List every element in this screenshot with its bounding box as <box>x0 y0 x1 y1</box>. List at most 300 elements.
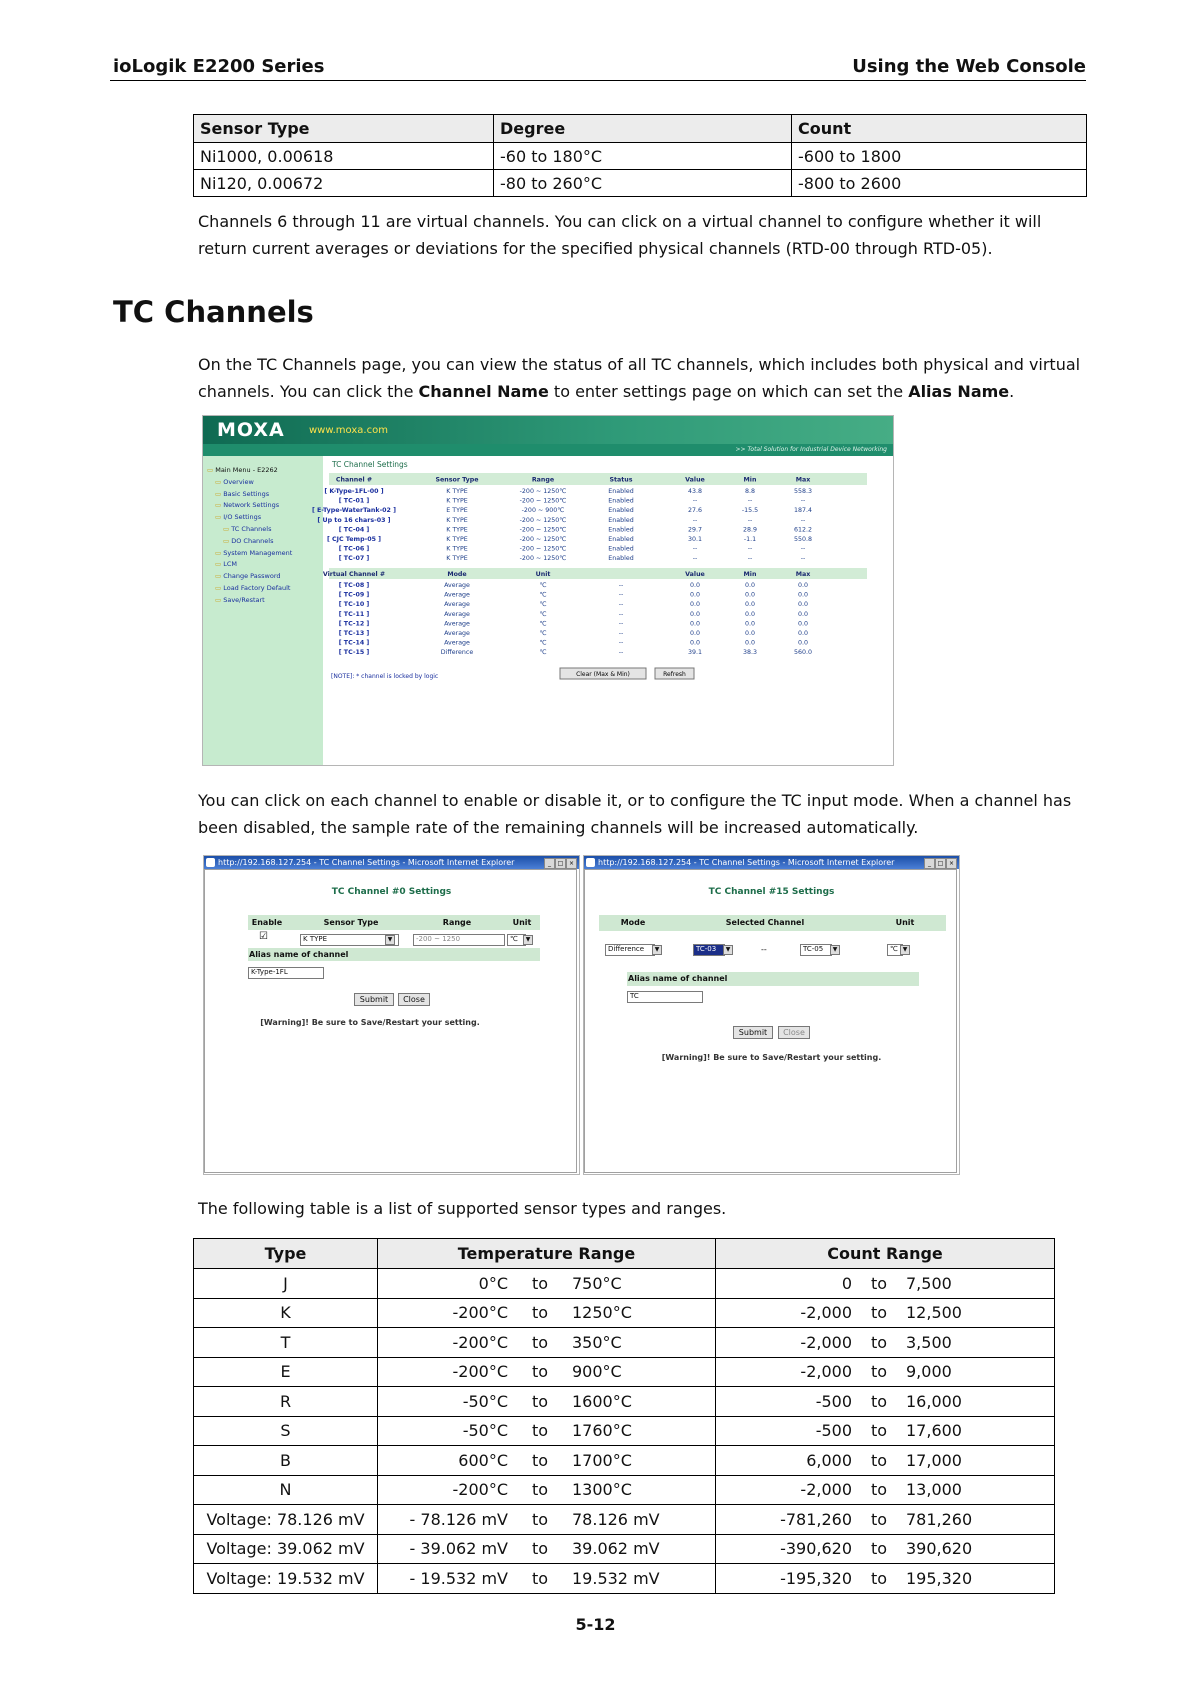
folder-icon: ▭ <box>215 489 224 498</box>
grid-cell: 30.1 <box>687 536 703 543</box>
range-to: 781,260 <box>906 1509 973 1529</box>
channel-link[interactable]: [ TC-09 ] <box>338 591 370 599</box>
grid-cell: ℃ <box>539 582 547 589</box>
grid-cell: 29.7 <box>687 526 703 534</box>
grid-cell: Average <box>444 601 470 609</box>
grid-cell: Average <box>444 620 470 628</box>
sensor-type-cell: T <box>194 1328 378 1358</box>
table-row <box>194 1416 1055 1446</box>
column-header: Count <box>792 115 1087 143</box>
close-icon[interactable]: × <box>946 858 957 869</box>
folder-icon: ▭ <box>223 524 232 533</box>
virtual-channels-paragraph: Channels 6 through 11 are virtual channels. You can click on a virtual channel to configure whether it will return current averages or deviations for the specified physical channels (RTD-00 through RTD-05). <box>198 212 1042 258</box>
ie-icon <box>206 858 215 867</box>
column-header: Temperature Range <box>378 1239 716 1269</box>
range-to-word: to <box>531 1362 549 1382</box>
range-from: -50°C <box>462 1391 508 1411</box>
alias-name-input[interactable]: TC <box>627 991 703 1003</box>
minimize-icon[interactable]: _ <box>924 858 935 869</box>
count-range-cell <box>716 1564 1055 1594</box>
moxa-url-link[interactable]: www.moxa.com <box>309 425 388 436</box>
table-cell: -800 to 2600 <box>792 170 1087 197</box>
grid-cell: Average <box>444 591 470 599</box>
count-range-cell <box>716 1328 1055 1358</box>
grid-cell: -- <box>747 497 753 505</box>
maximize-icon[interactable]: □ <box>935 858 946 869</box>
grid-cell: 0.0 <box>744 610 756 618</box>
sensor-type-cell: B <box>194 1446 378 1476</box>
range-from: -2,000 <box>800 1480 852 1500</box>
grid-column-header: Mode <box>447 571 467 578</box>
grid-cell: K TYPE <box>446 526 468 534</box>
dropdown-arrow-icon[interactable]: ▼ <box>723 945 733 955</box>
range-from: -200°C <box>452 1362 508 1382</box>
range-from: - 19.532 mV <box>409 1568 508 1588</box>
channel-name-term: Channel Name <box>418 382 549 401</box>
close-button[interactable]: Close <box>398 993 430 1006</box>
grid-cell: -200 ~ 1250℃ <box>519 516 567 524</box>
channel-link[interactable]: [ TC-06 ] <box>338 545 370 553</box>
table-row <box>194 1564 1055 1594</box>
grid-column-header: Value <box>685 476 705 484</box>
clear-min-max-button-label: Clear (Max & Min) <box>576 671 630 678</box>
count-range-cell <box>716 1387 1055 1417</box>
table-cell: -60 to 180°C <box>494 143 792 170</box>
column-header: Type <box>194 1239 378 1269</box>
grid-cell: 550.8 <box>793 536 813 543</box>
grid-cell: 0.0 <box>797 639 809 647</box>
channel-15-settings-window <box>583 855 960 1175</box>
menu-item-label: DO Channels <box>231 536 274 545</box>
dialog-heading: TC Channel #0 Settings <box>331 887 452 897</box>
grid-column-header: Channel # <box>335 476 373 484</box>
range-to: 16,000 <box>906 1391 962 1411</box>
header-section-title: Using the Web Console <box>852 56 1086 77</box>
range-from: 0°C <box>478 1273 508 1293</box>
grid-cell: 187.4 <box>793 507 813 515</box>
grid-cell: Enabled <box>608 526 634 534</box>
channel-0-settings-window <box>203 855 580 1175</box>
grid-column-header: Value <box>685 571 705 578</box>
temperature-range-cell <box>378 1534 716 1564</box>
header-series-title: ioLogik E2200 Series <box>113 56 325 77</box>
grid-cell: ℃ <box>539 639 547 647</box>
grid-cell: 0.0 <box>797 610 809 618</box>
grid-column-header: Status <box>609 476 633 484</box>
range-to-word: to <box>531 1421 549 1441</box>
phys-header-row <box>329 473 867 485</box>
range-to-word: to <box>870 1273 888 1293</box>
table-row <box>194 1475 1055 1505</box>
range-to: 1250°C <box>572 1303 632 1323</box>
count-range-cell <box>716 1505 1055 1535</box>
enable-checkbox[interactable]: ☑ <box>259 931 268 942</box>
temperature-range-cell <box>378 1505 716 1535</box>
alias-name-term: Alias Name <box>908 382 1010 401</box>
grid-cell: -- <box>692 497 698 505</box>
range-to: 3,500 <box>906 1332 952 1352</box>
virt-header-row <box>329 568 867 579</box>
alias-name-input[interactable]: K-Type-1FL <box>248 967 324 979</box>
count-range-cell <box>716 1446 1055 1476</box>
grid-cell: ℃ <box>539 649 547 657</box>
range-column-header: Range <box>442 918 472 927</box>
temperature-range-cell <box>378 1328 716 1358</box>
menu-item-label: System Management <box>223 548 293 557</box>
grid-cell: -- <box>692 516 698 524</box>
grid-cell: -- <box>692 545 698 553</box>
grid-cell: -- <box>618 610 624 618</box>
range-from: -200°C <box>452 1303 508 1323</box>
section-title: TC Channels <box>113 295 314 329</box>
mode-select[interactable]: Difference <box>605 944 655 956</box>
close-icon[interactable]: × <box>566 858 577 869</box>
range-from: -200°C <box>452 1480 508 1500</box>
unit-select[interactable]: ℃ <box>887 944 903 956</box>
range-to-word: to <box>531 1568 549 1588</box>
window-body <box>204 869 577 1173</box>
alias-header-row <box>248 948 540 961</box>
grid-cell: -- <box>800 545 806 553</box>
grid-cell: E TYPE <box>446 507 468 515</box>
range-to-word: to <box>870 1509 888 1529</box>
grid-cell: Enabled <box>608 555 634 563</box>
range-to: 350°C <box>572 1332 622 1352</box>
range-to: 750°C <box>572 1273 622 1293</box>
table-cell: -80 to 260°C <box>494 170 792 197</box>
range-from: - 78.126 mV <box>409 1509 508 1529</box>
range-to-word: to <box>870 1539 888 1559</box>
menu-item-label: TC Channels <box>231 524 272 533</box>
warning-text: [Warning]! Be sure to Save/Restart your setting. <box>260 1018 480 1027</box>
range-to: 1600°C <box>572 1391 632 1411</box>
table-row <box>194 1446 1055 1476</box>
grid-cell: -- <box>800 497 806 505</box>
grid-cell: K TYPE <box>446 497 468 505</box>
refresh-button-label: Refresh <box>663 671 686 678</box>
selected-channel-column-header: Selected Channel <box>725 918 805 927</box>
range-to: 1700°C <box>572 1450 632 1470</box>
moxa-slogan: >> Total Solution for Industrial Device Networking <box>735 446 887 453</box>
table-row <box>194 1298 1055 1328</box>
grid-cell: 0.0 <box>797 591 809 599</box>
range-from: 6,000 <box>806 1450 852 1470</box>
submit-button[interactable]: Submit <box>354 993 394 1006</box>
temperature-range-cell <box>378 1416 716 1446</box>
grid-cell: 0.0 <box>689 601 701 609</box>
minimize-icon[interactable]: _ <box>544 858 555 869</box>
grid-cell: -- <box>747 555 753 563</box>
range-from: -195,320 <box>780 1568 852 1588</box>
channel-link[interactable]: [ TC-01 ] <box>338 497 370 505</box>
range-to-word: to <box>531 1303 549 1323</box>
grid-column-header: Min <box>743 571 757 578</box>
sensor-type-select[interactable]: K TYPE <box>300 934 399 946</box>
range-from: -500 <box>815 1421 852 1441</box>
moxa-logo: MOXA <box>217 419 285 441</box>
range-to: 195,320 <box>906 1568 973 1588</box>
sensor-type-cell: E <box>194 1357 378 1387</box>
grid-column-header: Range <box>531 476 555 484</box>
menu-item-label: Basic Settings <box>223 489 270 498</box>
table-row <box>194 143 1087 170</box>
grid-cell: -- <box>618 601 624 609</box>
count-range-cell <box>716 1298 1055 1328</box>
temperature-range-cell <box>378 1387 716 1417</box>
temperature-range-cell <box>378 1269 716 1299</box>
sensor-type-cell: Voltage: 19.532 mV <box>194 1564 378 1594</box>
grid-cell: 0.0 <box>797 582 809 589</box>
grid-cell: 0.0 <box>744 620 756 628</box>
folder-icon: ▭ <box>215 572 224 581</box>
folder-icon: ▭ <box>215 595 224 604</box>
grid-cell: -200 ~ 1250℃ <box>519 555 567 563</box>
folder-icon: ▭ <box>207 466 216 474</box>
table-header-row <box>194 1239 1055 1269</box>
grid-cell: 0.0 <box>744 639 756 647</box>
range-to: 17,000 <box>906 1450 962 1470</box>
grid-cell: 0.0 <box>797 620 809 628</box>
grid-cell: Average <box>444 639 470 647</box>
temperature-range-cell <box>378 1357 716 1387</box>
first-channel-select[interactable]: TC-03 <box>693 944 725 956</box>
channel-link[interactable]: [ Up to 16 chars-03 ] <box>317 516 391 524</box>
table-row <box>194 1387 1055 1417</box>
channel-link[interactable]: [ TC-13 ] <box>338 630 370 637</box>
grid-cell: -- <box>618 649 624 657</box>
grid-cell: K TYPE <box>446 555 468 563</box>
sensor-type-cell: R <box>194 1387 378 1417</box>
range-to: 78.126 mV <box>572 1509 660 1529</box>
folder-icon: ▭ <box>215 560 224 569</box>
grid-cell: K TYPE <box>446 536 468 543</box>
range-to-word: to <box>531 1539 549 1559</box>
grid-column-header: Sensor Type <box>435 476 479 484</box>
channel-link[interactable]: [ TC-11 ] <box>338 610 370 618</box>
tc-sensor-range-table <box>193 1238 1055 1594</box>
submit-button[interactable]: Submit <box>733 1026 773 1039</box>
range-to-word: to <box>870 1421 888 1441</box>
grid-cell: 27.6 <box>687 507 703 515</box>
range-from: - 39.062 mV <box>409 1539 508 1559</box>
menu-item-label: Overview <box>223 477 254 486</box>
range-from: -2,000 <box>800 1303 852 1323</box>
page-number: 5-12 <box>575 1615 616 1634</box>
grid-cell: Enabled <box>608 536 634 543</box>
grid-note: [NOTE]: * channel is locked by logic <box>331 673 439 680</box>
range-to: 17,600 <box>906 1421 962 1441</box>
close-button[interactable]: Close <box>778 1026 810 1039</box>
range-to: 12,500 <box>906 1303 962 1323</box>
grid-cell: 0.0 <box>744 582 756 589</box>
sensor-type-cell: S <box>194 1416 378 1446</box>
grid-cell: 28.9 <box>742 526 758 534</box>
range-to-word: to <box>870 1568 888 1588</box>
sensor-column-header: Sensor Type <box>323 918 379 927</box>
grid-cell: K TYPE <box>446 516 468 524</box>
grid-cell: 558.3 <box>793 488 813 495</box>
grid-cell: -200 ~ 1250℃ <box>519 536 567 543</box>
alias-label: Alias name of channel <box>628 974 728 983</box>
grid-column-header: Max <box>795 476 811 484</box>
range-to-word: to <box>531 1450 549 1470</box>
grid-cell: 38.3 <box>742 649 758 657</box>
count-range-cell <box>716 1269 1055 1299</box>
channel-link[interactable]: [ CJC Temp-05 ] <box>326 536 382 543</box>
range-to-word: to <box>870 1332 888 1352</box>
sensor-type-cell: J <box>194 1269 378 1299</box>
grid-cell: 0.0 <box>797 601 809 609</box>
range-to-word: to <box>870 1303 888 1323</box>
unit-select[interactable]: ℃ <box>507 934 526 946</box>
dropdown-arrow-icon[interactable]: ▼ <box>385 935 395 945</box>
folder-icon: ▭ <box>223 536 232 545</box>
column-header: Degree <box>494 115 792 143</box>
grid-cell: -- <box>692 555 698 563</box>
tc-intro-paragraph <box>198 351 1086 405</box>
range-to-word: to <box>870 1450 888 1470</box>
grid-cell: 0.0 <box>797 630 809 637</box>
window-titlebar: http://192.168.127.254 - TC Channel Settings - Microsoft Internet Explorer <box>584 856 959 869</box>
grid-cell: 560.0 <box>793 649 813 657</box>
grid-cell: -15.5 <box>741 507 759 515</box>
channel-separator: -- <box>761 945 767 954</box>
moxa-panel-title: TC Channel Settings <box>332 460 408 469</box>
tc-intro-text: On the TC Channels page, you can view the status of all TC channels, which includes both physical and virtual channels. You can click the <box>198 355 1081 401</box>
range-to: 1760°C <box>572 1421 632 1441</box>
grid-cell: Average <box>444 630 470 637</box>
grid-cell: -200 ~ 900℃ <box>521 507 565 515</box>
range-from: -781,260 <box>780 1509 852 1529</box>
table-row <box>194 1357 1055 1387</box>
range-to: 9,000 <box>906 1362 952 1382</box>
second-channel-select[interactable]: TC-05 <box>800 944 832 956</box>
temperature-range-cell <box>378 1564 716 1594</box>
dropdown-arrow-icon[interactable]: ▼ <box>523 935 533 945</box>
grid-cell: -- <box>800 555 806 563</box>
table-header-row <box>194 115 1087 143</box>
menu-item-label: Load Factory Default <box>223 583 291 592</box>
grid-cell: 0.0 <box>689 639 701 647</box>
folder-icon: ▭ <box>215 501 224 510</box>
channel-link[interactable]: [ TC-14 ] <box>338 639 370 647</box>
grid-cell: -- <box>618 620 624 628</box>
grid-cell: Average <box>444 582 470 589</box>
warning-text: [Warning]! Be sure to Save/Restart your setting. <box>661 1053 882 1062</box>
alias-header-row <box>627 972 919 986</box>
grid-cell: -- <box>800 516 806 524</box>
grid-cell: Difference <box>440 649 474 657</box>
grid-cell: -200 ~ 1250℃ <box>519 488 567 495</box>
range-to-word: to <box>531 1480 549 1500</box>
folder-icon: ▭ <box>215 513 224 522</box>
channel-link[interactable]: [ TC-15 ] <box>338 649 370 657</box>
range-to-word: to <box>531 1509 549 1529</box>
sensor-type-cell: N <box>194 1475 378 1505</box>
channel-link[interactable]: [ TC-10 ] <box>338 601 370 609</box>
channel-link[interactable]: [ K-Type-1FL-00 ] <box>324 488 384 495</box>
grid-cell: Enabled <box>608 545 634 553</box>
rtd-sensor-table <box>193 114 1087 197</box>
count-range-cell <box>716 1534 1055 1564</box>
maximize-icon[interactable]: □ <box>555 858 566 869</box>
table-row <box>194 1328 1055 1358</box>
window-body <box>584 869 957 1173</box>
sensor-table-intro: The following table is a list of supported sensor types and ranges. <box>198 1199 727 1218</box>
grid-cell: -- <box>618 582 624 589</box>
grid-cell: ℃ <box>539 630 547 637</box>
grid-cell: K TYPE <box>446 488 468 495</box>
grid-cell: ℃ <box>539 591 547 599</box>
temperature-range-cell <box>378 1475 716 1505</box>
table-cell: Ni1000, 0.00618 <box>194 143 494 170</box>
range-from: -2,000 <box>800 1362 852 1382</box>
table-row <box>194 1269 1055 1299</box>
grid-cell: -200 ~ 1250℃ <box>519 545 567 553</box>
channel-link[interactable]: [ TC-07 ] <box>338 555 370 563</box>
enable-column-header: Enable <box>251 918 283 927</box>
grid-cell: ℃ <box>539 601 547 609</box>
range-to: 1300°C <box>572 1480 632 1500</box>
grid-column-header: Virtual Channel # <box>322 571 386 578</box>
range-to-word: to <box>531 1273 549 1293</box>
grid-cell: Average <box>444 610 470 618</box>
grid-cell: 612.2 <box>793 526 813 534</box>
count-range-cell <box>716 1416 1055 1446</box>
range-from: -390,620 <box>780 1539 852 1559</box>
dropdown-arrow-icon[interactable]: ▼ <box>652 945 662 955</box>
sensor-type-cell: K <box>194 1298 378 1328</box>
channel-link[interactable]: [ TC-04 ] <box>338 526 370 534</box>
dialog-heading: TC Channel #15 Settings <box>708 887 835 897</box>
menu-item-label: I/O Settings <box>223 513 262 522</box>
table-row <box>194 170 1087 197</box>
grid-cell: -- <box>747 516 753 524</box>
grid-cell: 0.0 <box>689 630 701 637</box>
range-to-word: to <box>870 1480 888 1500</box>
sensor-type-cell: Voltage: 78.126 mV <box>194 1505 378 1535</box>
enable-disable-paragraph: You can click on each channel to enable or disable it, or to configure the TC input mode. When a channel has been disabled, the sample rate of the remaining channels will be increased automatically. <box>198 791 1072 837</box>
sensor-type-cell: Voltage: 39.062 mV <box>194 1534 378 1564</box>
grid-cell: -- <box>618 591 624 599</box>
channel-link[interactable]: [ E-Type-WaterTank-02 ] <box>311 507 397 515</box>
ie-icon <box>586 858 595 867</box>
menu-item-label: Main Menu - E2262 <box>215 466 278 474</box>
channel-link[interactable]: [ TC-08 ] <box>338 582 370 589</box>
menu-item-label: LCM <box>223 560 237 569</box>
channel-link[interactable]: [ TC-12 ] <box>338 620 370 628</box>
grid-cell: 39.1 <box>687 649 703 657</box>
dropdown-arrow-icon[interactable]: ▼ <box>830 945 840 955</box>
range-to: 19.532 mV <box>572 1568 660 1588</box>
menu-item-label: Network Settings <box>223 501 280 510</box>
table-cell: -600 to 1800 <box>792 143 1087 170</box>
column-header: Count Range <box>716 1239 1055 1269</box>
grid-column-header: Unit <box>535 571 551 578</box>
window-titlebar: http://192.168.127.254 - TC Channel Settings - Microsoft Internet Explorer <box>204 856 579 869</box>
grid-cell: Enabled <box>608 507 634 515</box>
grid-cell: 0.0 <box>744 591 756 599</box>
table-row <box>194 1534 1055 1564</box>
range-field: -200 ~ 1250 <box>413 934 505 946</box>
range-to: 390,620 <box>906 1539 973 1559</box>
grid-cell: 0.0 <box>744 630 756 637</box>
sensor-table-body <box>194 1269 1055 1594</box>
dropdown-arrow-icon[interactable]: ▼ <box>900 945 910 955</box>
grid-cell: 0.0 <box>689 591 701 599</box>
grid-cell: -200 ~ 1250℃ <box>519 526 567 534</box>
range-to-word: to <box>531 1391 549 1411</box>
